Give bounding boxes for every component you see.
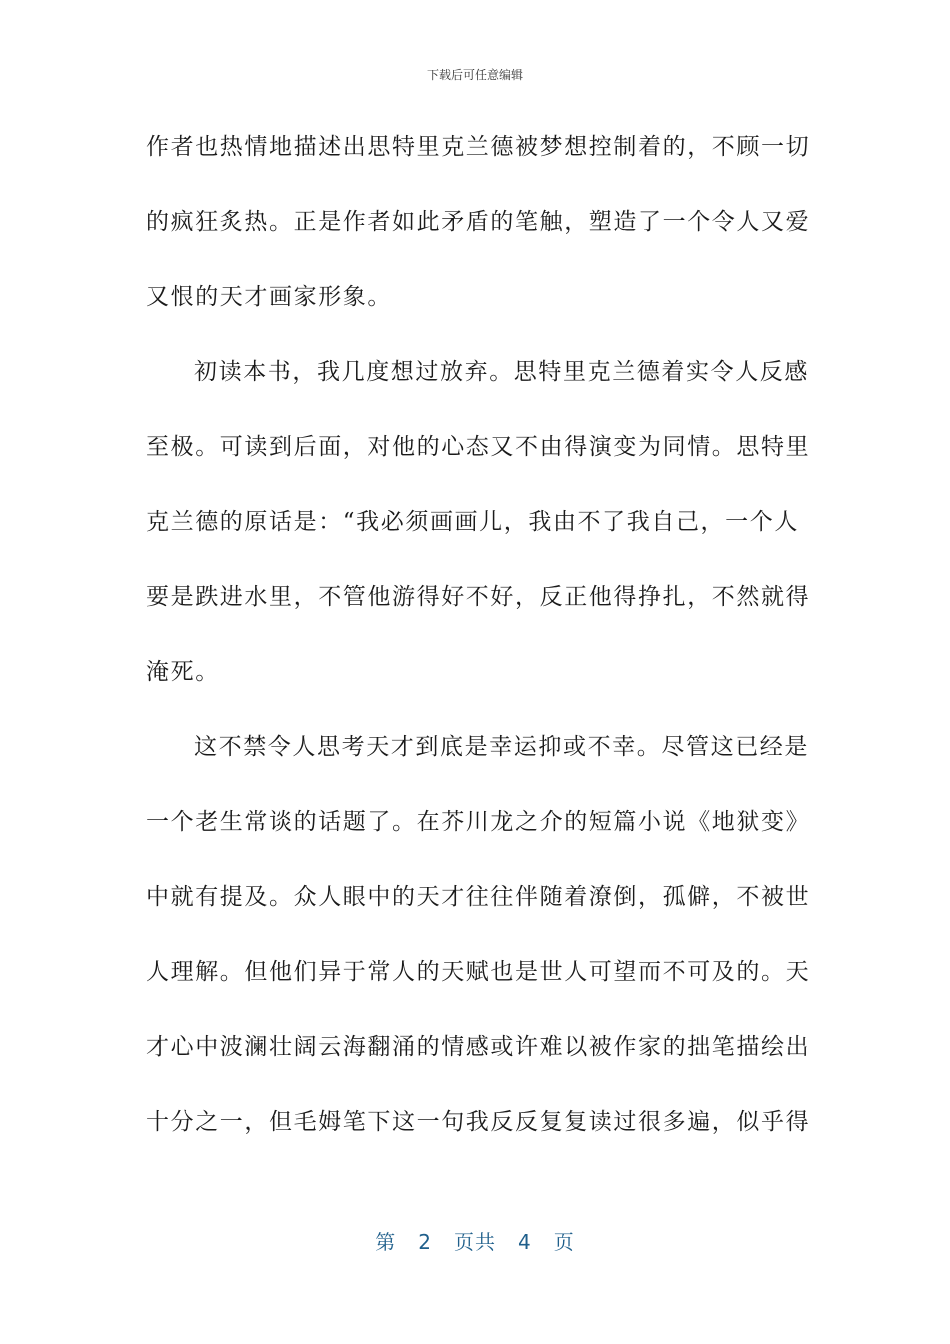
page-header-note: 下载后可任意编辑 — [426, 68, 523, 82]
text-line-14: 十分之一，但毛姆笔下这一句我反反复复读过很多遍，似乎得 — [146, 1109, 811, 1135]
footer-current-page: 2 — [418, 1230, 432, 1254]
text-line-6: 克兰德的原话是：“我必须画画儿，我由不了我自己，一个人 — [146, 509, 799, 535]
text-line-2: 的疯狂炙热。正是作者如此矛盾的笔触，塑造了一个令人又爱 — [146, 209, 811, 235]
text-line-12: 人理解。但他们异于常人的天赋也是世人可望而不可及的。天 — [146, 959, 811, 985]
text-line-9: 这不禁令人思考天才到底是幸运抑或不幸。尽管这已经是 — [194, 734, 809, 760]
footer-prefix: 第 — [375, 1230, 397, 1254]
footer-total-pages: 4 — [518, 1230, 532, 1254]
text-line-7: 要是跌进水里，不管他游得好不好，反正他得挣扎，不然就得 — [146, 584, 811, 610]
text-line-4: 初读本书，我几度想过放弃。思特里克兰德着实令人反感 — [194, 359, 809, 385]
page-number-footer — [0, 1226, 950, 1255]
text-line-10: 一个老生常谈的话题了。在芥川龙之介的短篇小说《地狱变》 — [146, 809, 811, 835]
footer-middle: 页共 — [454, 1230, 496, 1254]
text-line-5: 至极。可读到后面，对他的心态又不由得演变为同情。思特里 — [146, 434, 811, 460]
text-line-8: 淹死。 — [146, 659, 220, 685]
text-line-3: 又恨的天才画家形象。 — [146, 284, 392, 310]
document-body — [146, 128, 811, 1178]
footer-suffix: 页 — [553, 1230, 575, 1254]
text-line-11: 中就有提及。众人眼中的天才往往伴随着潦倒，孤僻，不被世 — [146, 884, 811, 910]
text-line-1: 作者也热情地描述出思特里克兰德被梦想控制着的，不顾一切 — [146, 134, 811, 160]
text-line-13: 才心中波澜壮阔云海翻涌的情感或许难以被作家的拙笔描绘出 — [146, 1034, 811, 1060]
